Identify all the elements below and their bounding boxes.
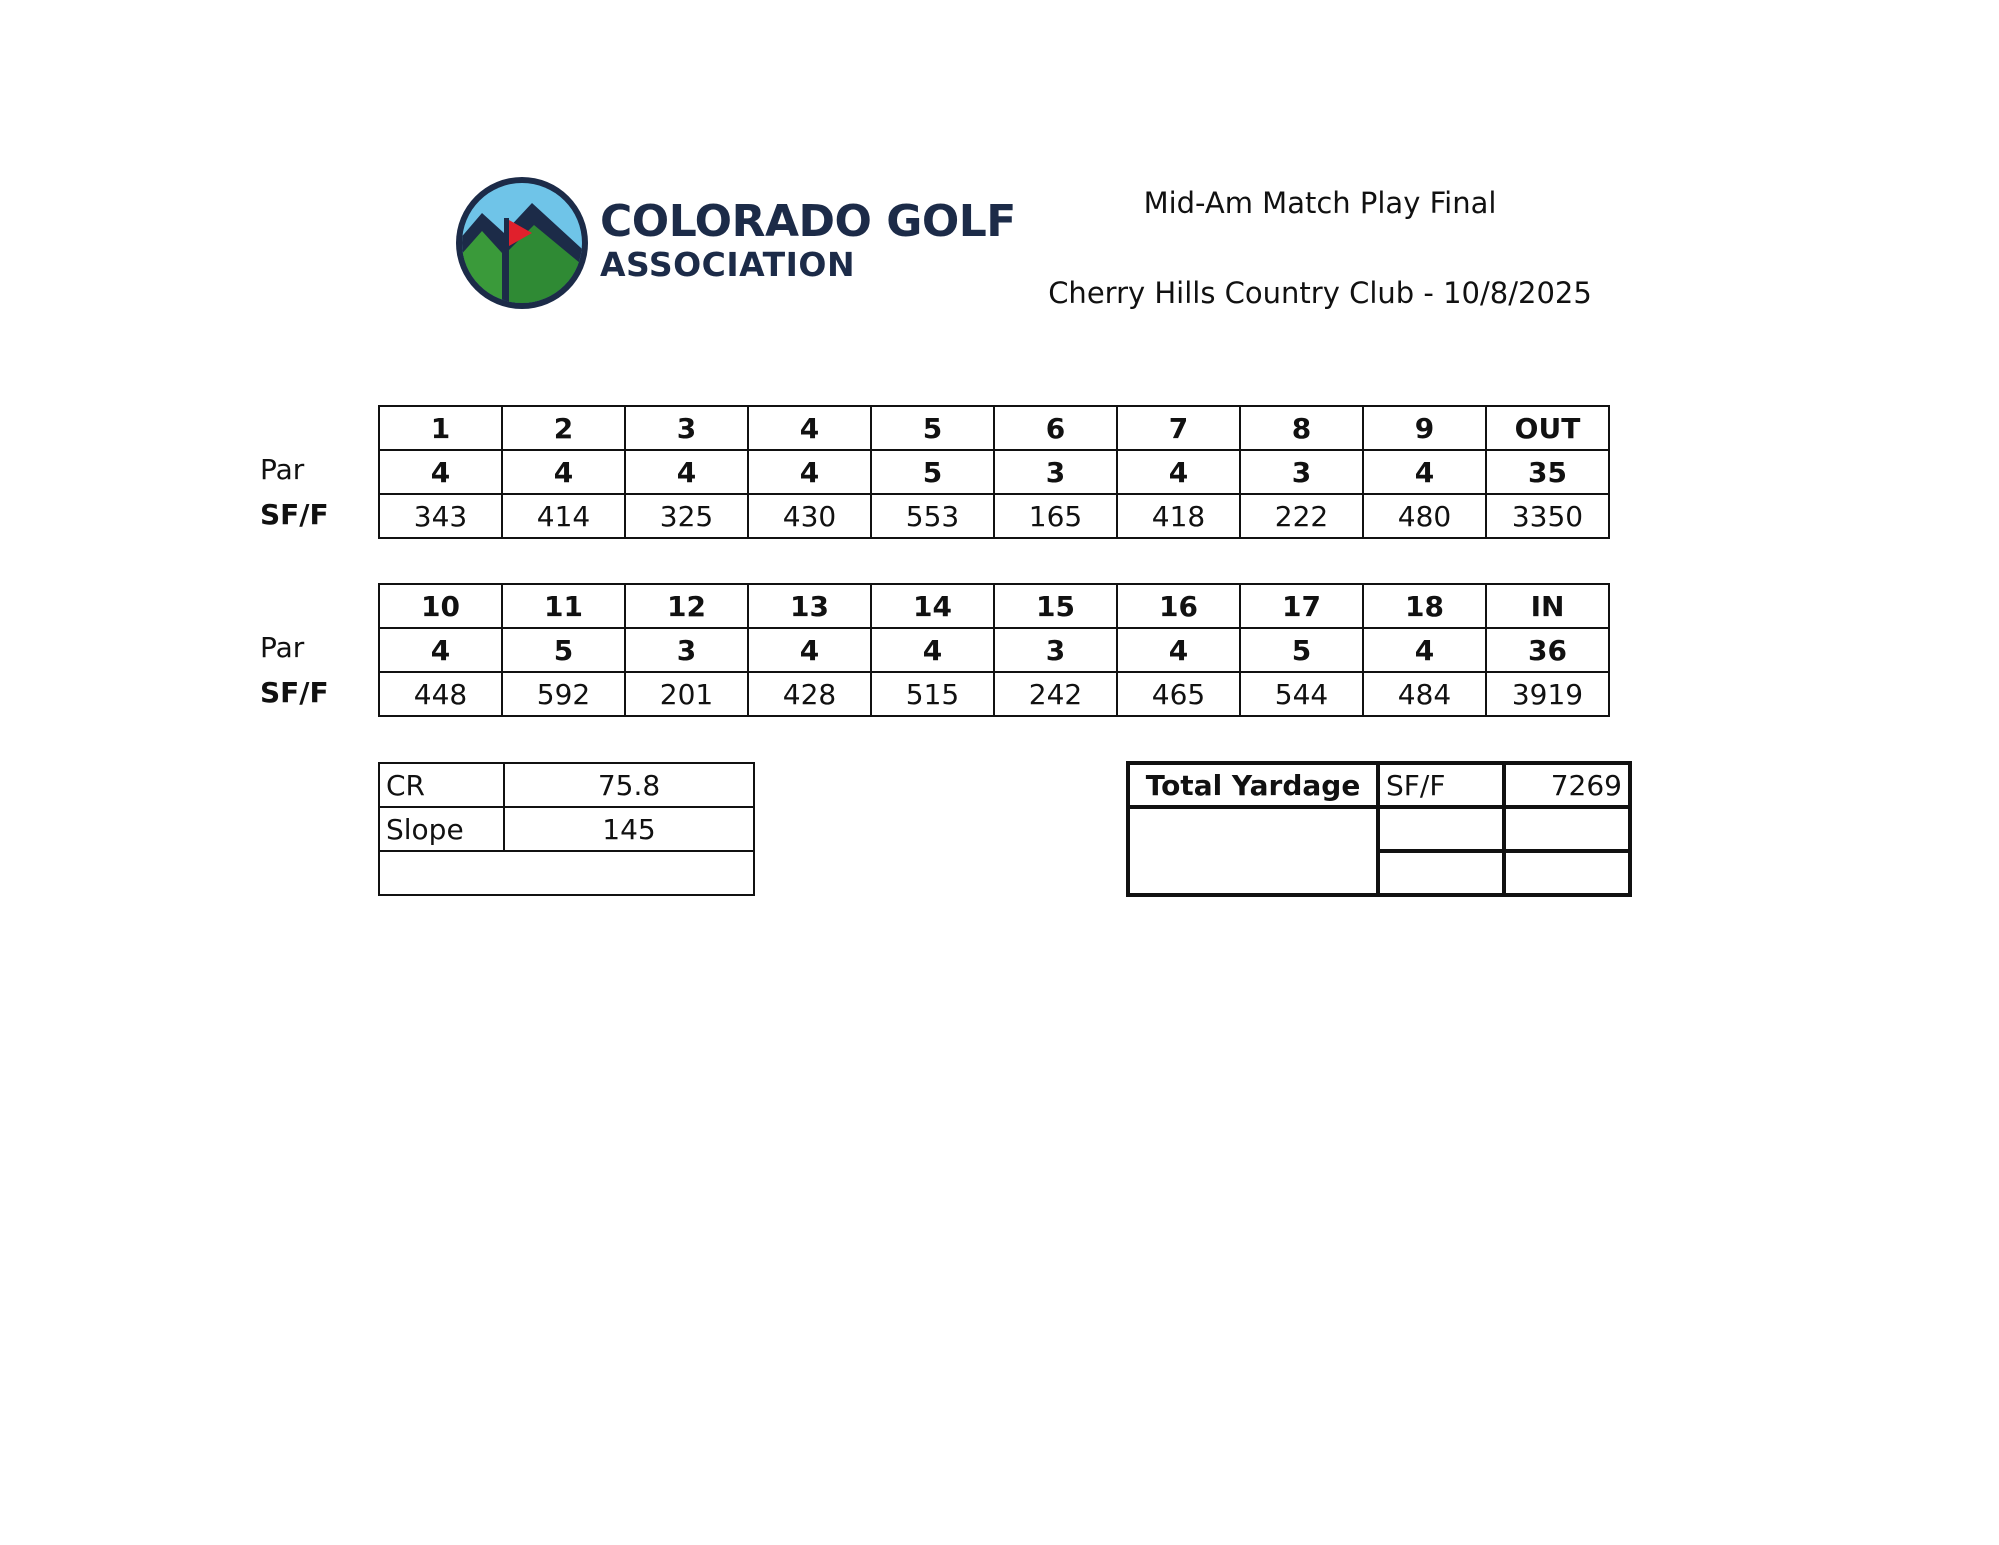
event-title: Mid-Am Match Play Final (1143, 186, 1497, 220)
hole-cell: 16 (1117, 584, 1240, 628)
yardage-row (379, 672, 1609, 716)
yardage-cell: 428 (748, 672, 871, 716)
par-cell: 4 (748, 628, 871, 672)
yardage-cell: 430 (748, 494, 871, 538)
hole-cell: 12 (625, 584, 748, 628)
front-par-label: Par (260, 453, 305, 486)
hole-cell: OUT (1486, 406, 1609, 450)
yardage-cell: 222 (1240, 494, 1363, 538)
hole-cell: 8 (1240, 406, 1363, 450)
yardage-cell: 201 (625, 672, 748, 716)
hole-cell: 15 (994, 584, 1117, 628)
par-cell: 4 (1363, 450, 1486, 494)
empty-cell (1128, 807, 1378, 895)
empty-cell (1504, 807, 1630, 851)
total-yardage-table (1126, 761, 1632, 897)
hole-number-row (379, 406, 1609, 450)
yardage-cell: 325 (625, 494, 748, 538)
cr-label: CR (379, 763, 504, 807)
total-yardage-value: 7269 (1504, 763, 1630, 807)
par-cell: 4 (1363, 628, 1486, 672)
par-row (379, 450, 1609, 494)
yardage-cell: 3350 (1486, 494, 1609, 538)
empty-cell (1378, 807, 1504, 851)
total-yardage-label: Total Yardage (1128, 763, 1378, 807)
hole-cell: 10 (379, 584, 502, 628)
par-cell: 4 (1117, 450, 1240, 494)
yardage-cell: 553 (871, 494, 994, 538)
yardage-cell: 480 (1363, 494, 1486, 538)
par-cell: 4 (1117, 628, 1240, 672)
par-cell: 4 (748, 450, 871, 494)
course-rating-table (378, 762, 755, 896)
par-cell: 36 (1486, 628, 1609, 672)
cga-logo (452, 173, 1016, 318)
par-cell: 4 (379, 450, 502, 494)
par-cell: 5 (502, 628, 625, 672)
yardage-cell: 465 (1117, 672, 1240, 716)
hole-cell: 2 (502, 406, 625, 450)
hole-cell: 3 (625, 406, 748, 450)
yardage-cell: 242 (994, 672, 1117, 716)
yardage-row (379, 494, 1609, 538)
par-cell: 5 (871, 450, 994, 494)
yardage-cell: 544 (1240, 672, 1363, 716)
hole-cell: 6 (994, 406, 1117, 450)
event-venue-date: Cherry Hills Country Club - 10/8/2025 (1048, 276, 1592, 310)
yardage-cell: 448 (379, 672, 502, 716)
yardage-cell: 3919 (1486, 672, 1609, 716)
hole-cell: 7 (1117, 406, 1240, 450)
hole-cell: 13 (748, 584, 871, 628)
empty-cell (1378, 851, 1504, 895)
cr-value: 75.8 (504, 763, 754, 807)
yardage-cell: 343 (379, 494, 502, 538)
slope-label: Slope (379, 807, 504, 851)
yardage-cell: 418 (1117, 494, 1240, 538)
par-cell: 4 (871, 628, 994, 672)
total-tee-label: SF/F (1378, 763, 1504, 807)
slope-value: 145 (504, 807, 754, 851)
yardage-cell: 414 (502, 494, 625, 538)
yardage-cell: 484 (1363, 672, 1486, 716)
cga-logo-icon (452, 173, 592, 313)
hole-cell: 18 (1363, 584, 1486, 628)
par-cell: 4 (625, 450, 748, 494)
par-cell: 35 (1486, 450, 1609, 494)
logo-line2: ASSOCIATION (600, 245, 856, 284)
par-cell: 3 (625, 628, 748, 672)
par-cell: 3 (994, 628, 1117, 672)
par-row (379, 628, 1609, 672)
back-par-label: Par (260, 631, 305, 664)
hole-number-row (379, 584, 1609, 628)
par-cell: 5 (1240, 628, 1363, 672)
yardage-cell: 165 (994, 494, 1117, 538)
front-tee-label: SF/F (260, 498, 329, 531)
hole-cell: 14 (871, 584, 994, 628)
hole-cell: 9 (1363, 406, 1486, 450)
back-tee-label: SF/F (260, 676, 329, 709)
back-nine-table (378, 583, 1610, 717)
hole-cell: 4 (748, 406, 871, 450)
yardage-cell: 515 (871, 672, 994, 716)
logo-line1: COLORADO GOLF (600, 196, 1016, 247)
yardage-cell: 592 (502, 672, 625, 716)
hole-cell: 11 (502, 584, 625, 628)
hole-cell: IN (1486, 584, 1609, 628)
front-nine-table (378, 405, 1610, 539)
par-cell: 4 (379, 628, 502, 672)
hole-cell: 17 (1240, 584, 1363, 628)
empty-cell (1504, 851, 1630, 895)
par-cell: 3 (1240, 450, 1363, 494)
par-cell: 3 (994, 450, 1117, 494)
hole-cell: 5 (871, 406, 994, 450)
par-cell: 4 (502, 450, 625, 494)
empty-cell (379, 851, 754, 895)
hole-cell: 1 (379, 406, 502, 450)
